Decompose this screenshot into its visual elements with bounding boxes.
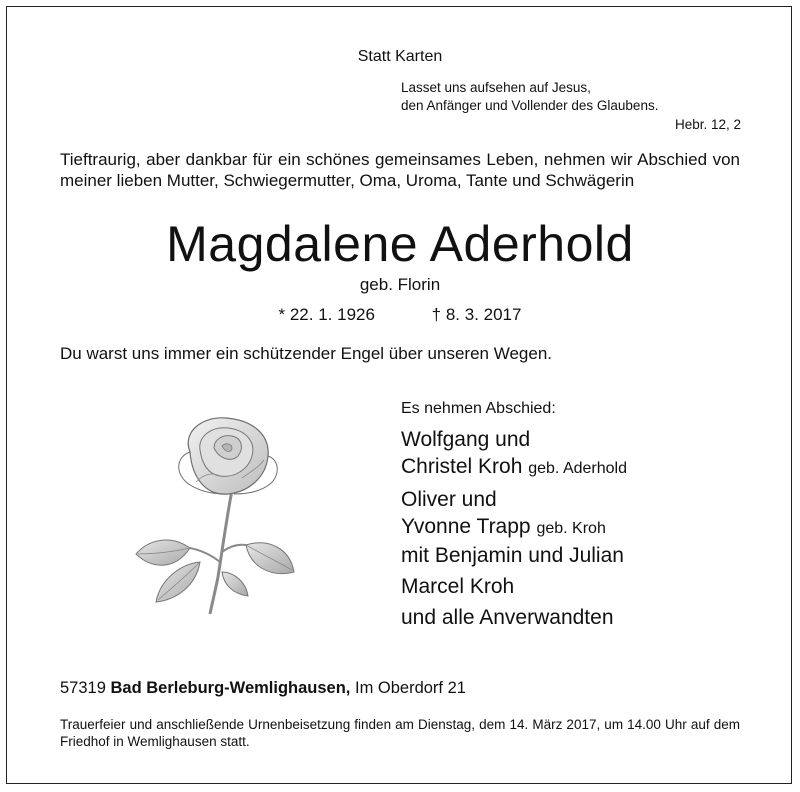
family-3: Marcel Kroh [401,575,515,598]
family-1-line-1: Wolfgang und [401,428,531,451]
family-1-maiden: geb. Aderhold [528,460,627,477]
bible-quote [401,79,658,115]
intro-text: Tieftraurig, aber dankbar für ein schönes gemeinsames Leben, nehmen wir Abschied von meiner lieben Mutter, Schwiegermutter, Oma, Uroma, Tante und Schwägerin [60,150,740,190]
header-title: Statt Karten [357,48,443,65]
family-2-line-1: Oliver und [401,488,497,511]
birth-date: * 22. 1. 1926 [278,305,375,324]
quote-line-1: Lasset uns aufsehen auf Jesus, [401,80,591,95]
maiden-name: geb. Florin [359,275,441,294]
funeral-info: Trauerfeier und anschließende Urnenbeisetzung finden am Dienstag, dem 14. März 2017, um 14.00 Uhr auf dem Friedhof in Wemlighausen statt. [60,717,740,749]
family-2 [401,486,627,569]
quote-reference: Hebr. 12, 2 [674,117,741,132]
family-2-name: Yvonne Trapp [401,515,531,538]
postal-code: 57319 [60,679,106,697]
family-1 [401,426,627,482]
street: Im Oberdorf 21 [354,679,466,697]
family-1-name: Christel Kroh [401,455,523,478]
life-dates [0,305,800,325]
city: Bad Berleburg-Wemlighausen, [110,679,351,697]
rose-icon [130,412,310,622]
death-date: † 8. 3. 2017 [431,305,522,324]
mourners-label: Es nehmen Abschied: [401,400,556,417]
family-2-maiden: geb. Kroh [536,520,606,537]
deceased-name: Magdalene Aderhold [166,216,634,272]
family-2-line-2 [401,513,627,542]
quote-line-2: den Anfänger und Vollender des Glaubens. [401,98,659,113]
memorial-sentence: Du warst uns immer ein schützender Engel über unseren Wegen. [60,344,552,363]
family-2-line-3: mit Benjamin und Julian [401,544,624,567]
other-relatives: und alle Anverwandten [401,606,614,629]
family-1-line-2 [401,453,627,482]
mourners-list [401,400,627,631]
address [60,679,466,698]
